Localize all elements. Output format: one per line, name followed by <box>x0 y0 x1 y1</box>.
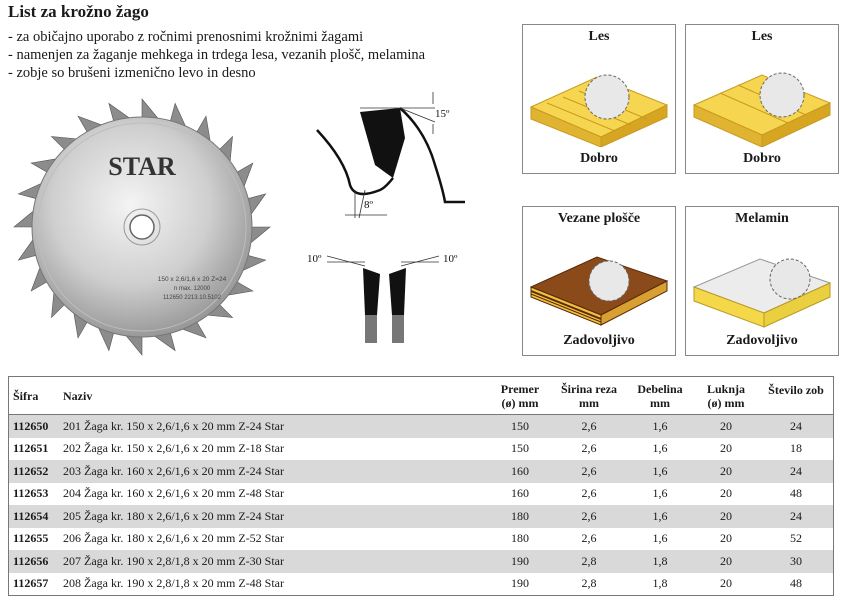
header-teeth: Število zob <box>768 383 824 397</box>
feature-item: - namenjen za žaganje mehkega in trdega lesa, vezanih plošč, melamina <box>8 47 426 63</box>
angle-label-right: 10º <box>443 253 458 265</box>
cell-diameter: 150 <box>511 441 529 456</box>
feature-list <box>8 28 425 82</box>
header-name: Naziv <box>63 388 93 403</box>
feature-item: - za običajno uporabo z ročnimi prenosnimi krožnimi žagami <box>8 29 364 45</box>
application-tile-wood-1 <box>522 24 676 174</box>
cell-teeth: 30 <box>759 550 834 573</box>
blade-back-curve <box>400 108 465 202</box>
angle-label-top: 15º <box>435 108 450 120</box>
tile-rating: Zadovoljivo <box>563 333 635 348</box>
cell-code: 112651 <box>13 441 49 456</box>
header-kerf: Širina reza mm <box>560 381 618 410</box>
cell-code: 112653 <box>13 486 49 501</box>
table-row <box>9 528 834 551</box>
cell-teeth: 18 <box>790 441 802 456</box>
blade-tooth <box>251 227 270 243</box>
tile-rating: Zadovoljivo <box>726 333 798 348</box>
brand-logo: STAR <box>108 152 176 181</box>
right-tooth-body <box>392 315 404 343</box>
cell-code: 112650 <box>9 415 62 438</box>
cell-name: 204 Žaga kr. 160 x 2,6/1,6 x 20 mm Z-48 Star <box>63 486 284 501</box>
cell-thickness: 1,6 <box>652 441 668 456</box>
table-row <box>9 550 834 573</box>
cell-bore: 20 <box>720 486 732 501</box>
cell-name: 206 Žaga kr. 180 x 2,6/1,6 x 20 mm Z-52 Star <box>63 531 284 546</box>
blade-rpm: n max. 12000 <box>173 286 211 292</box>
plywood-cut-illustration <box>527 229 671 329</box>
cell-kerf: 2,6 <box>551 415 627 438</box>
table-header-row <box>9 377 834 415</box>
table-row <box>9 505 834 528</box>
product-table <box>8 376 834 596</box>
header-thickness: Debelina mm <box>637 381 683 410</box>
cell-kerf: 2,6 <box>551 505 627 528</box>
blade-spec: 150 x 2,6/1,6 x 20 Z=24 <box>157 276 227 283</box>
cell-bore: 20 <box>693 460 759 483</box>
cell-diameter: 180 <box>511 531 529 546</box>
table-row <box>9 573 834 596</box>
cell-thickness: 1,6 <box>627 460 693 483</box>
feature-item: - zobje so brušeni izmenično levo in desno <box>8 65 256 81</box>
cell-code: 112654 <box>9 505 62 528</box>
cell-bore: 20 <box>693 505 759 528</box>
header-diameter: Premer (ø) mm <box>500 381 540 410</box>
application-tile-plywood <box>522 206 676 356</box>
cell-kerf: 2,6 <box>581 531 597 546</box>
cell-bore: 20 <box>720 576 732 591</box>
right-tooth <box>389 268 406 315</box>
header-code: Šifra <box>13 388 39 403</box>
cell-bore: 20 <box>693 415 759 438</box>
left-tooth-body <box>365 315 377 343</box>
table-row <box>9 438 834 461</box>
cell-bore: 20 <box>693 550 759 573</box>
cell-teeth: 24 <box>759 505 834 528</box>
melamine-cut-illustration <box>690 229 834 329</box>
cell-code: 112656 <box>9 550 62 573</box>
cell-teeth: 24 <box>759 415 834 438</box>
cell-kerf: 2,8 <box>551 550 627 573</box>
cell-thickness: 1,8 <box>627 550 693 573</box>
cell-diameter: 160 <box>489 460 551 483</box>
cell-bore: 20 <box>720 441 732 456</box>
angle-label-left: 10º <box>307 253 322 265</box>
blade-code: 112650 2213.10.5102 <box>163 295 221 301</box>
cell-code: 112657 <box>13 576 49 591</box>
cell-code: 112652 <box>9 460 62 483</box>
cell-name: 205 Žaga kr. 180 x 2,6/1,6 x 20 mm Z-24 Star <box>61 505 489 528</box>
table-row <box>9 415 834 438</box>
tile-material: Les <box>588 29 610 44</box>
cell-code: 112655 <box>13 531 49 546</box>
cell-diameter: 150 <box>489 415 551 438</box>
tooth-bevel-diagram <box>305 240 465 355</box>
blade-tooth <box>14 211 33 227</box>
tile-material: Vezane plošče <box>557 211 641 226</box>
blade-tooth <box>126 336 142 355</box>
angle-label-hook: 8º <box>364 199 373 211</box>
table-row <box>9 483 834 506</box>
cell-bore: 20 <box>720 531 732 546</box>
cell-name: 208 Žaga kr. 190 x 2,8/1,8 x 20 mm Z-48 Star <box>63 576 284 591</box>
cell-kerf: 2,6 <box>551 460 627 483</box>
table-row <box>9 460 834 483</box>
cell-teeth: 24 <box>759 460 834 483</box>
tile-rating: Dobro <box>580 151 618 166</box>
header-bore: Luknja (ø) mm <box>706 381 746 410</box>
cell-diameter: 190 <box>511 576 529 591</box>
application-tile-wood-2 <box>685 24 839 174</box>
cell-kerf: 2,6 <box>581 486 597 501</box>
cell-teeth: 52 <box>790 531 802 546</box>
blade-tooth <box>142 99 158 118</box>
tile-rating: Dobro <box>743 151 781 166</box>
page-title: List za krožno žago <box>8 2 149 21</box>
cell-thickness: 1,8 <box>652 576 668 591</box>
cell-name: 202 Žaga kr. 150 x 2,6/1,6 x 20 mm Z-18 Star <box>63 441 284 456</box>
cell-thickness: 1,6 <box>627 505 693 528</box>
tooth-shape <box>360 108 405 178</box>
wood-rip-illustration <box>690 47 834 147</box>
cell-diameter: 190 <box>489 550 551 573</box>
cell-diameter: 180 <box>489 505 551 528</box>
saw-blade-image <box>6 95 278 359</box>
tile-material: Melamin <box>735 211 789 226</box>
left-tooth <box>363 268 380 315</box>
cell-teeth: 48 <box>790 576 802 591</box>
cell-thickness: 1,6 <box>652 486 668 501</box>
application-tile-melamine <box>685 206 839 356</box>
tile-material: Les <box>751 29 773 44</box>
cell-name: 207 Žaga kr. 190 x 2,8/1,8 x 20 mm Z-30 Star <box>61 550 489 573</box>
cell-kerf: 2,6 <box>581 441 597 456</box>
tooth-angle-diagram <box>305 90 465 220</box>
cell-thickness: 1,6 <box>627 415 693 438</box>
wood-cut-illustration <box>527 47 671 147</box>
cell-teeth: 48 <box>790 486 802 501</box>
cell-diameter: 160 <box>511 486 529 501</box>
cell-thickness: 1,6 <box>652 531 668 546</box>
cell-name: 201 Žaga kr. 150 x 2,6/1,6 x 20 mm Z-24 Star <box>61 415 489 438</box>
cell-kerf: 2,8 <box>581 576 597 591</box>
cell-name: 203 Žaga kr. 160 x 2,6/1,6 x 20 mm Z-24 Star <box>61 460 489 483</box>
